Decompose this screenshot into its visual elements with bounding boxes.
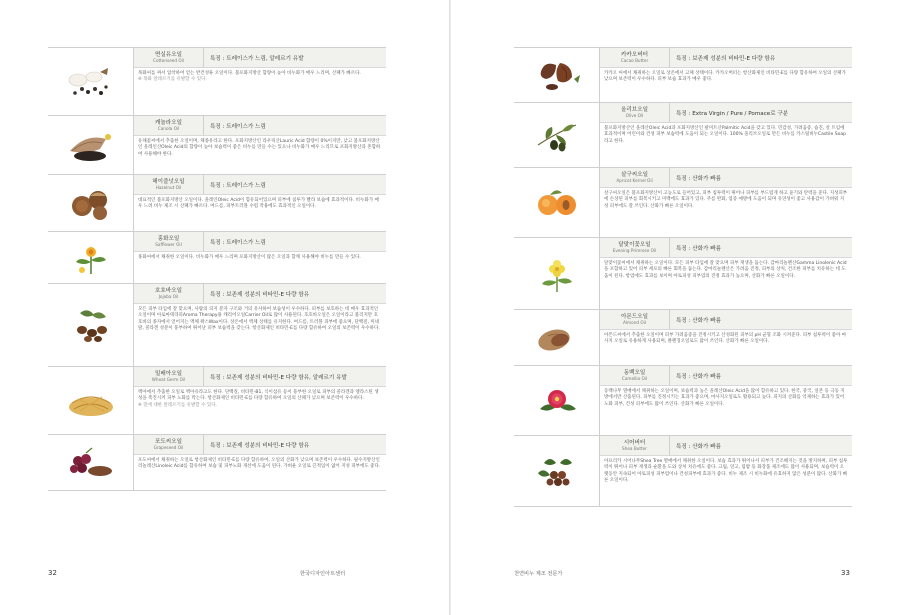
oil-description: 아몬드씨에서 추출한 오일이며 피부 가려움증을 진정시키고 산성화된 피부의 pH 균형 조화 시켜준다. 피부 침투력이 좋아 마사지 오일로 유용하게 사용되며, 클렌징오일로도 많이 쓰인다. 산화가 빠른 오일이다. — [604, 333, 847, 345]
oil-image — [514, 168, 600, 237]
oil-entry — [514, 309, 852, 365]
oil-image — [514, 436, 600, 506]
camellia-icon — [526, 381, 588, 421]
oil-description: 맥아에서 추출한 오일로 맥아유라고도 한다. 단백질, 비타민-B1, 식이섬유 등이 풍부한 오일로 피부의 콜라겐과 엘라스틴 생성을 촉진시켜 피부 노화를 막는다. 항산화제인 비타민-E를 다량 함유하여 오일의 산패가 낮으며 보존력이 우수하다. — [138, 390, 379, 402]
oil-entry — [514, 237, 852, 309]
almond-icon — [526, 318, 588, 358]
oil-entry — [514, 102, 852, 167]
running-footer-left: 한국디자인아트센터 — [300, 571, 346, 577]
page-gutter — [449, 0, 451, 615]
oil-description: 유채꽃씨에서 추출한 오일이며, 채종유라고 한다. 포화지방산인 라우릭산Lauric Acid 함량이 0%이지만, 낮고 불포화지방산인 올레인산Oleic Acid의 함량이 높아 보습력이 좋은 비누를 만들 수는 있으나 비누화가 매우 느리므로 포화지방산과 혼합하여 사용해야 한다. — [138, 139, 381, 157]
oil-feature: 특징 : 트레이스가 느림 — [210, 182, 266, 189]
shea-icon — [526, 451, 588, 491]
oil-entry — [48, 434, 386, 491]
oil-description: 홍화씨에서 채취한 오일이다. 비누화가 매우 느리며 포화지방산이 많은 오일과 함께 사용해야 비누를 만들 수 있다. — [138, 255, 361, 260]
oil-name-en: Grapeseed Oil — [153, 445, 184, 451]
oil-entry — [514, 167, 852, 237]
oil-name-en: Wheat Germ Oil — [151, 377, 186, 383]
oil-entry — [48, 115, 386, 174]
oil-name-ko: 헤이즐넛오일 — [152, 178, 185, 185]
oil-description: 동백나무 열매에서 채취하는 오일이며, 보습력과 높은 올레산Oleic Acid을 많이 함유하고 있다. 한국, 중국, 일본 등 극동 지방에서만 산출된다. 피부를 진정시키는 효과가 좋으며, 마사지오일로도 활용되고 높다. 피지의 산화를 억제하는 효과가 있어 노화 피부, 건성 피부에도 많이 쓰인다. 산화가 빠른 오일이다. — [604, 389, 845, 407]
oil-description: 목화씨를 짜서 압착하여 얻는 반건성류 오일이다. 불포화지방산 함량이 높아 비누화가 매우 느리며, 산패가 빠르다. — [138, 71, 361, 76]
hazelnut-icon — [60, 183, 122, 223]
page-number-right: 33 — [841, 569, 850, 577]
canola-icon — [60, 125, 122, 165]
oil-description: 포도씨에서 채취하는 오일로 항산화제인 비타민-E를 다량 함유하여, 오일의 산화가 낮으며 보존력이 우수하다. 필수지방산인 리놀레산Linoleic Acid를 함유하여 보습 및 피부노화 개선에 도움이 된다. 가벼운 오일로 끈적임이 없어 지성 피부에도 좋다. — [138, 458, 381, 470]
oil-name-ko: 카카오버터 — [620, 51, 649, 58]
oil-name-ko: 밀배아오일 — [154, 370, 183, 377]
oil-feature: 특징 : 산화가 빠름 — [676, 175, 722, 182]
oil-entry — [514, 365, 852, 435]
oil-image — [514, 238, 600, 309]
oil-name-ko: 홍화오일 — [157, 235, 180, 242]
oil-note: ※ 밀에 대한 알레르기를 유발할 수 있다. — [138, 402, 217, 408]
oil-feature: 특징 : 보존제 성분의 비타민-E 다량 함유 — [210, 291, 310, 298]
oil-feature: 특징 : 보존제 성분의 비타민-E 다량 함유 — [210, 442, 310, 449]
oil-name-ko: 시어버터 — [623, 439, 646, 446]
oil-entry — [48, 366, 386, 434]
grape-icon — [60, 443, 122, 483]
oil-name-ko: 면실유오일 — [154, 51, 183, 58]
oil-image — [48, 284, 134, 366]
oil-name-en: Cottonseed Oil — [153, 58, 184, 64]
oil-name-ko: 동백오일 — [623, 369, 646, 376]
oil-description: 불포화지방산인 올레산Oleic Acid과 포화지방산인 팔미트산Palmitic Acid을 갖고 있다. 민감성, 가려움증, 습진, 살 트임에 효과적이며 어린이와 건성 피부 보습력에 도움이 되는 오일이다. 100% 올리브오일로 만든 비누를 카스틸비누Castile Soap라고 한다. — [604, 126, 846, 144]
oil-image — [514, 48, 600, 102]
oil-feature: 특징 : 보존제 성분의 비타민-E 다량 함유, 알레르기 유발 — [210, 374, 347, 381]
oil-description: 모든 피부 타입에 잘 맞으며, 사람의 피지 분자 구조와 거의 유사하여 보습성이 우수하다. 피부를 보호하는 데 매우 효과적인 오일이며 아로마테라피Aroma Therapy용 캐리어오일Carrier Oil로 많이 사용된다. 호호바오일은 오일이라고 불리지만 호호바의 종자에서 얻어지는 액체 왁스Wax이다. 상온에서 액체 상태를 유지한다. 여드름, 트러블 피부에 좋으며, 단백질, 미네랄, 콜라겐 성분이 풍부하여 뛰어난 피부 보습력을 갖는다. 항산화제인 비타민-E를 다량 함유하여 오일의 보존력이 우수하다. — [138, 307, 380, 332]
oil-image — [48, 367, 134, 434]
running-footer-right: 천연비누 제조 전문가 — [514, 571, 563, 577]
oil-note: ※ 목화 알레르기를 유발할 수 있다. — [138, 77, 207, 83]
right-page — [514, 47, 852, 507]
oil-description: 카카오 씨에서 채취하는 오일로 상온에서 고체 상태이다. 카카오버터는 항산화제인 비타민-E를 다량 함유하여 오일의 산패가 낮으며 보존력이 우수하다. 피부 보습 효과가 매우 좋다. — [604, 71, 846, 83]
oil-name-en: Safflower Oil — [155, 242, 182, 248]
oil-name-ko: 살구씨오일 — [620, 171, 649, 178]
oil-name-en: Olive Oil — [625, 113, 644, 119]
oil-image — [48, 116, 134, 174]
oil-entry — [48, 283, 386, 366]
oil-feature: 특징 : 산화가 빠름 — [676, 317, 722, 324]
wheat-icon — [60, 381, 122, 421]
oil-description: 살구씨오일은 불포화지방산이 고농도로 들어있고, 피부 침투력이 뛰어나 피부를 부드럽게 하고 윤기와 탄력을 준다. 지성피부에 손상된 피부를 회복시키고 미백에도 효과가 있다. 주름 완화, 염증 예방에 도움이 되며 유연성이 좋고 사용감이 가벼워 지성 피부에도 잘 쓰인다. 산화가 빠른 오일이다. — [604, 191, 848, 209]
apricot-icon — [526, 183, 588, 223]
oil-name-en: Jojoba Oil — [158, 294, 179, 300]
oil-feature: 특징 : 트레이스가 느림 — [210, 123, 266, 130]
oil-name-ko: 달맞이꽃오일 — [618, 241, 651, 248]
oil-name-en: Shea Butter — [622, 446, 647, 452]
olive-icon — [526, 115, 588, 155]
oil-feature: 특징 : 보존제 성분의 비타민-E 다량 함유 — [676, 55, 776, 62]
oil-feature: 특징 : 트레이스가 느림, 알레르기 유발 — [210, 55, 304, 62]
oil-entry — [514, 435, 852, 507]
oil-name-en: Cacao Butter — [620, 58, 649, 64]
cacao-icon — [526, 55, 588, 95]
primrose-icon — [526, 254, 588, 294]
oil-description: 아프리카 시어나무Shea Tree 열매에서 채취한 오일이다. 보습 효과가 뛰어나서 피부가 건조해지는 것을 방지하며, 피부 침투력이 뛰어나 피부 재생과 순환을 도와 상처 치유에도 좋다. 크림, 연고, 립밤 등 화장품 제조에도 많이 사용되며, 보습력이 오랫동안 지속되어 아토피성 피부염이나 건성피부에 효과가 좋다. 비누 제조 시 비누화에 유효하지 않은 성분이 많다. 산화가 빠른 오일이다. — [604, 459, 848, 484]
oil-feature: 특징 : 산화가 빠름 — [676, 245, 722, 252]
oil-image — [514, 103, 600, 167]
oil-image — [48, 175, 134, 231]
oil-entry — [48, 231, 386, 283]
oil-name-ko: 아몬드오일 — [620, 313, 649, 320]
safflower-icon — [60, 238, 122, 278]
oil-name-ko: 캐놀라오일 — [154, 119, 183, 126]
oil-image — [48, 435, 134, 490]
oil-name-ko: 포도씨오일 — [154, 438, 183, 445]
jojoba-icon — [60, 305, 122, 345]
oil-entry — [514, 47, 852, 102]
oil-name-en: Almond Oil — [623, 320, 646, 326]
oil-description: 달맞이꽃씨에서 채취하는 오일이다. 모든 피부 타입에 잘 맞으며 피부 재생을 돕는다. 감마리놀렌산Gamma Linolenic Acid을 포함하고 있어 피부 세포의 빠른 회복을 돕는다. 감마리놀렌산은 가려움 진정, 피부의 상처, 건조한 피부를 치유하는 데 도움이 된다. 항염에도 효과를 보이며 아토피성 피부염의 진정 효과가 높으며, 산화가 빠른 오일이다. — [604, 261, 847, 279]
oil-feature: 특징 : 산화가 빠름 — [676, 373, 722, 380]
oil-feature: 특징 : Extra Virgin / Pure / Pomace로 구분 — [676, 110, 789, 117]
page-number-left: 32 — [48, 569, 57, 577]
oil-description: 대표적인 불포화지방산 오일이다. 올레인Oleic Acid이 함유되어있으며 피부에 침투가 빨라 보습에 효과적이다. 비누화가 매우 느려 비누 제조 시 산패가 빠르다. 여드름, 피부트러블 수렴 작용에도 효과적인 오일이다. — [138, 198, 379, 210]
cotton-seed-icon — [60, 62, 122, 102]
oil-name-ko: 올리브오일 — [620, 106, 649, 113]
oil-name-en: Apricot Kernel Oil — [616, 178, 653, 184]
oil-name-en: Canola Oil — [157, 126, 180, 132]
oil-image — [514, 366, 600, 435]
oil-name-en: Evening Primrose Oil — [612, 248, 657, 254]
oil-image — [48, 48, 134, 115]
oil-image — [48, 232, 134, 283]
oil-feature: 특징 : 산화가 빠름 — [676, 443, 722, 450]
oil-name-ko: 호호바오일 — [154, 287, 183, 294]
left-page — [48, 47, 386, 491]
oil-name-en: Hazelnut Oil — [155, 185, 182, 191]
oil-entry — [48, 47, 386, 115]
oil-entry — [48, 174, 386, 231]
oil-name-en: Camellia Oil — [621, 376, 648, 382]
oil-image — [514, 310, 600, 365]
oil-feature: 특징 : 트레이스가 느림 — [210, 239, 266, 246]
